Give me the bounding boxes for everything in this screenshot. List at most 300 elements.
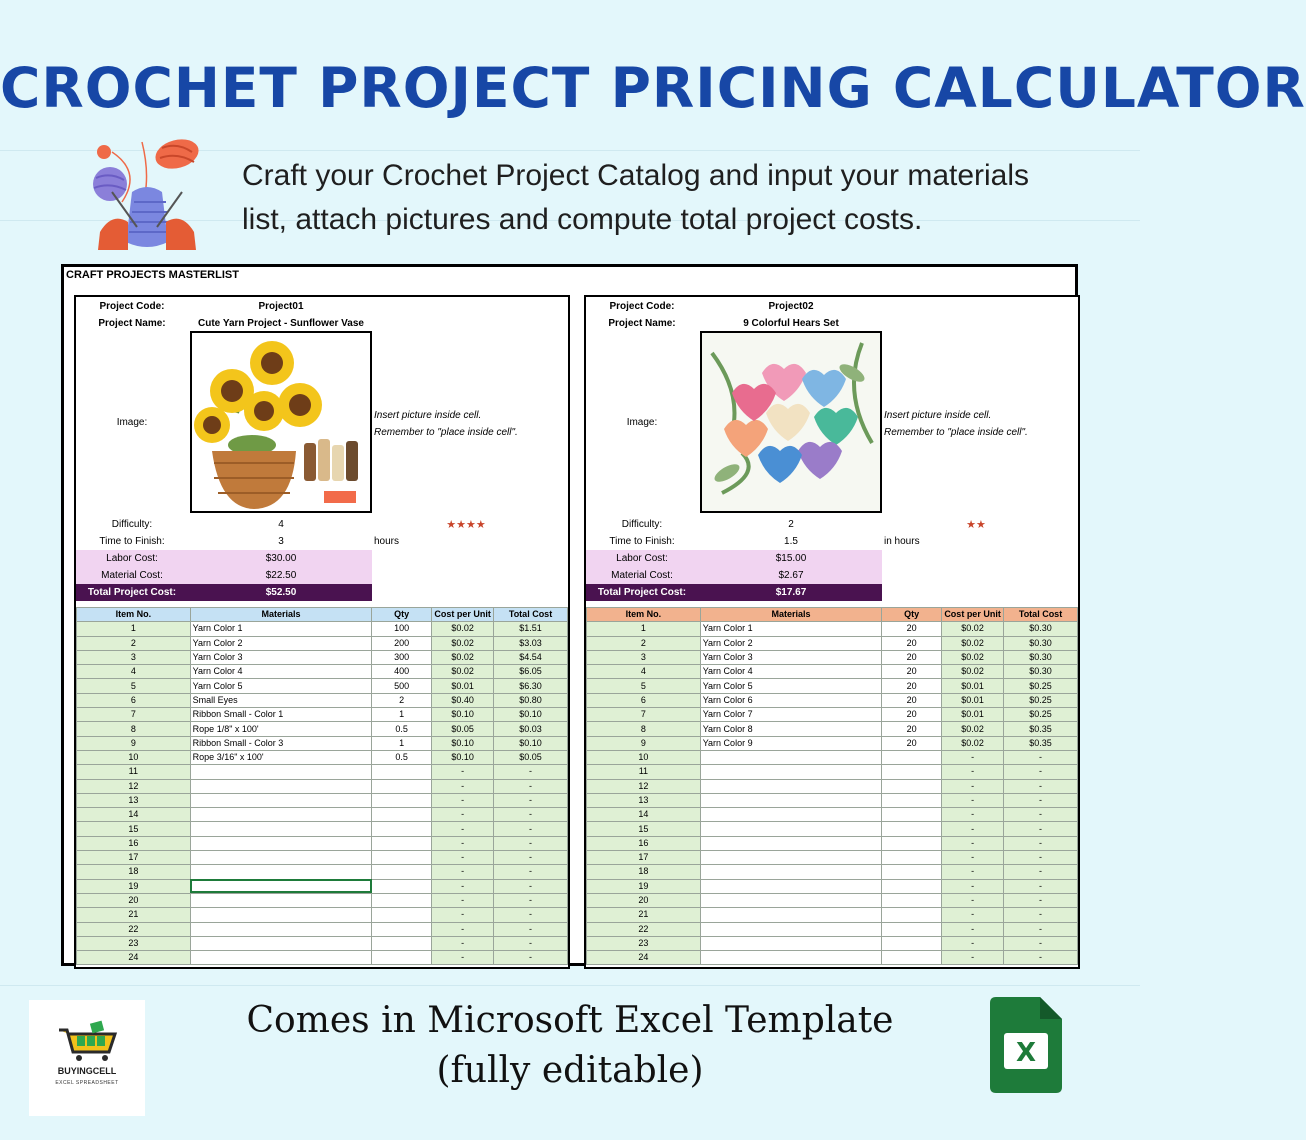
- cost-per-unit-cell[interactable]: -: [942, 922, 1004, 936]
- cost-per-unit-cell[interactable]: $0.02: [942, 622, 1004, 636]
- cost-per-unit-cell[interactable]: -: [942, 779, 1004, 793]
- material-cell[interactable]: [190, 865, 372, 879]
- cost-per-unit-cell[interactable]: -: [432, 893, 494, 907]
- qty-cell[interactable]: [372, 765, 432, 779]
- total-cost-cell[interactable]: $0.10: [494, 736, 568, 750]
- total-cost-cell[interactable]: -: [1004, 779, 1078, 793]
- qty-cell[interactable]: 20: [882, 693, 942, 707]
- item-no-cell[interactable]: 2: [77, 636, 191, 650]
- material-cost-label: Material Cost:: [611, 570, 673, 581]
- total-cost-label: Total Project Cost:: [597, 587, 687, 598]
- qty-cell[interactable]: [372, 851, 432, 865]
- qty-cell[interactable]: [882, 865, 942, 879]
- material-cell[interactable]: Yarn Color 1: [700, 622, 882, 636]
- material-cell[interactable]: Rope 3/16" x 100': [190, 750, 372, 764]
- col-cost-per-unit: Cost per Unit: [942, 608, 1004, 622]
- qty-cell[interactable]: [882, 879, 942, 893]
- cost-per-unit-cell[interactable]: -: [432, 865, 494, 879]
- qty-cell[interactable]: [372, 836, 432, 850]
- total-cost-cell[interactable]: -: [494, 922, 568, 936]
- qty-cell[interactable]: [882, 893, 942, 907]
- total-cost-value: $52.50: [265, 587, 297, 598]
- cost-per-unit-cell[interactable]: -: [942, 865, 1004, 879]
- qty-cell[interactable]: [882, 765, 942, 779]
- cost-per-unit-cell[interactable]: -: [432, 793, 494, 807]
- total-cost-cell[interactable]: -: [1004, 750, 1078, 764]
- difficulty-label: Difficulty:: [621, 519, 663, 530]
- material-cell[interactable]: [700, 865, 882, 879]
- difficulty-label: Difficulty:: [111, 519, 153, 530]
- total-cost-cell[interactable]: $3.03: [494, 636, 568, 650]
- material-cell[interactable]: Yarn Color 7: [700, 708, 882, 722]
- labor-cost-value[interactable]: $30.00: [265, 553, 297, 564]
- material-cell[interactable]: [700, 908, 882, 922]
- labor-cost-value[interactable]: $15.00: [775, 553, 807, 564]
- cost-per-unit-cell[interactable]: $0.10: [432, 750, 494, 764]
- cost-per-unit-cell[interactable]: $0.01: [432, 679, 494, 693]
- qty-cell[interactable]: [372, 779, 432, 793]
- image-note: [374, 407, 518, 441]
- material-cell[interactable]: Small Eyes: [190, 693, 372, 707]
- total-cost-cell[interactable]: -: [494, 836, 568, 850]
- qty-cell[interactable]: [882, 793, 942, 807]
- material-cell[interactable]: [700, 765, 882, 779]
- item-no-cell[interactable]: 7: [77, 708, 191, 722]
- item-no-cell[interactable]: 5: [587, 679, 701, 693]
- item-no-cell[interactable]: 10: [77, 750, 191, 764]
- material-cell[interactable]: [190, 893, 372, 907]
- total-cost-cell[interactable]: -: [494, 765, 568, 779]
- cost-per-unit-cell[interactable]: -: [942, 908, 1004, 922]
- total-cost-cell[interactable]: -: [1004, 908, 1078, 922]
- item-no-cell[interactable]: 16: [77, 836, 191, 850]
- item-no-cell[interactable]: 5: [77, 679, 191, 693]
- item-no-cell[interactable]: 21: [587, 908, 701, 922]
- material-cell[interactable]: [700, 822, 882, 836]
- table-row: [587, 736, 1078, 750]
- total-cost-cell[interactable]: $1.51: [494, 622, 568, 636]
- cost-per-unit-cell[interactable]: -: [942, 808, 1004, 822]
- total-cost-cell[interactable]: $0.25: [1004, 693, 1078, 707]
- total-cost-cell[interactable]: -: [494, 822, 568, 836]
- material-cell[interactable]: [190, 808, 372, 822]
- material-cell[interactable]: Yarn Color 4: [700, 665, 882, 679]
- item-no-cell[interactable]: 8: [587, 722, 701, 736]
- qty-cell[interactable]: [372, 879, 432, 893]
- table-row: [77, 665, 568, 679]
- table-row: [77, 679, 568, 693]
- cost-per-unit-cell[interactable]: $0.02: [942, 665, 1004, 679]
- cost-per-unit-cell[interactable]: $0.05: [432, 722, 494, 736]
- material-cell[interactable]: Yarn Color 2: [190, 636, 372, 650]
- time-label: Time to Finish:: [609, 536, 675, 547]
- total-cost-cell[interactable]: -: [1004, 865, 1078, 879]
- qty-cell[interactable]: 0.5: [372, 722, 432, 736]
- table-row: [77, 951, 568, 965]
- total-cost-cell[interactable]: -: [1004, 793, 1078, 807]
- qty-cell[interactable]: [372, 893, 432, 907]
- item-no-cell[interactable]: 3: [587, 650, 701, 664]
- qty-cell[interactable]: [882, 936, 942, 950]
- total-cost-cell[interactable]: $0.05: [494, 750, 568, 764]
- qty-cell[interactable]: [372, 808, 432, 822]
- item-no-cell[interactable]: 9: [77, 736, 191, 750]
- qty-cell[interactable]: 2: [372, 693, 432, 707]
- material-cell[interactable]: [700, 750, 882, 764]
- material-cell[interactable]: Yarn Color 2: [700, 636, 882, 650]
- qty-cell[interactable]: 300: [372, 650, 432, 664]
- total-cost-cell[interactable]: -: [494, 865, 568, 879]
- total-cost-cell[interactable]: -: [494, 936, 568, 950]
- item-no-cell[interactable]: 6: [587, 693, 701, 707]
- total-cost-cell[interactable]: $0.30: [1004, 622, 1078, 636]
- qty-cell[interactable]: [372, 793, 432, 807]
- cost-per-unit-cell[interactable]: -: [432, 879, 494, 893]
- qty-cell[interactable]: 20: [882, 636, 942, 650]
- item-no-cell[interactable]: 11: [77, 765, 191, 779]
- cost-per-unit-cell[interactable]: -: [942, 936, 1004, 950]
- sunflower-photo[interactable]: [190, 331, 372, 513]
- cost-per-unit-cell[interactable]: -: [432, 836, 494, 850]
- item-no-cell[interactable]: 17: [587, 851, 701, 865]
- qty-cell[interactable]: [882, 836, 942, 850]
- cost-per-unit-cell[interactable]: -: [942, 851, 1004, 865]
- qty-cell[interactable]: 20: [882, 650, 942, 664]
- difficulty-stars: ★★★★: [446, 519, 486, 531]
- material-cell[interactable]: [700, 879, 882, 893]
- hearts-photo[interactable]: [700, 331, 882, 513]
- material-cell[interactable]: Yarn Color 3: [700, 650, 882, 664]
- total-cost-cell[interactable]: -: [494, 908, 568, 922]
- material-cell[interactable]: [190, 779, 372, 793]
- item-no-cell[interactable]: 14: [77, 808, 191, 822]
- item-no-cell[interactable]: 12: [77, 779, 191, 793]
- total-cost-cell[interactable]: $0.30: [1004, 650, 1078, 664]
- item-no-cell[interactable]: 3: [77, 650, 191, 664]
- item-no-cell[interactable]: 10: [587, 750, 701, 764]
- material-cost-row: [586, 567, 882, 584]
- material-cell[interactable]: Yarn Color 3: [190, 650, 372, 664]
- image-label: Image:: [116, 417, 148, 428]
- table-row: [587, 879, 1078, 893]
- material-cell[interactable]: [190, 822, 372, 836]
- item-no-cell[interactable]: 13: [587, 793, 701, 807]
- material-cell[interactable]: Yarn Color 6: [700, 693, 882, 707]
- labor-cost-label: Labor Cost:: [106, 553, 158, 564]
- excel-letter: X: [1015, 1038, 1037, 1068]
- total-cost-cell[interactable]: -: [494, 951, 568, 965]
- project-name-label: Project Name:: [98, 318, 166, 329]
- image-note-line-1: Insert picture inside cell.: [884, 410, 992, 421]
- item-no-cell[interactable]: 21: [77, 908, 191, 922]
- qty-cell[interactable]: [882, 822, 942, 836]
- cost-per-unit-cell[interactable]: $0.02: [432, 665, 494, 679]
- labor-cost-label: Labor Cost:: [616, 553, 668, 564]
- labor-cost-row: [586, 550, 882, 567]
- table-row: [587, 951, 1078, 965]
- item-no-cell[interactable]: 16: [587, 836, 701, 850]
- material-cell[interactable]: Yarn Color 1: [190, 622, 372, 636]
- project-code-value[interactable]: Project02: [768, 301, 814, 312]
- qty-cell[interactable]: 20: [882, 622, 942, 636]
- total-cost-cell[interactable]: -: [1004, 765, 1078, 779]
- material-cell[interactable]: [700, 793, 882, 807]
- material-cell[interactable]: [190, 936, 372, 950]
- material-cell[interactable]: [700, 951, 882, 965]
- cost-per-unit-cell[interactable]: -: [942, 750, 1004, 764]
- material-cell[interactable]: [700, 836, 882, 850]
- item-no-cell[interactable]: 18: [587, 865, 701, 879]
- item-no-cell[interactable]: 15: [587, 822, 701, 836]
- time-value[interactable]: 3: [278, 536, 284, 547]
- total-cost-cell[interactable]: -: [1004, 822, 1078, 836]
- item-no-cell[interactable]: 6: [77, 693, 191, 707]
- total-cost-cell[interactable]: $0.35: [1004, 736, 1078, 750]
- table-row: [77, 793, 568, 807]
- total-cost-cell[interactable]: $0.10: [494, 708, 568, 722]
- cost-per-unit-cell[interactable]: -: [432, 851, 494, 865]
- cost-per-unit-cell[interactable]: $0.02: [942, 722, 1004, 736]
- col-item-no: Item No.: [587, 608, 701, 622]
- qty-cell[interactable]: [882, 951, 942, 965]
- item-no-cell[interactable]: 15: [77, 822, 191, 836]
- total-cost-cell[interactable]: -: [1004, 922, 1078, 936]
- cost-per-unit-cell[interactable]: $0.02: [942, 636, 1004, 650]
- total-cost-cell[interactable]: -: [1004, 851, 1078, 865]
- cost-per-unit-cell[interactable]: $0.02: [942, 650, 1004, 664]
- qty-cell[interactable]: 20: [882, 736, 942, 750]
- table-row: [77, 622, 568, 636]
- item-no-cell[interactable]: 7: [587, 708, 701, 722]
- material-cell[interactable]: [700, 936, 882, 950]
- logo-subtitle: EXCEL SPREADSHEET: [55, 1080, 119, 1086]
- cost-per-unit-cell[interactable]: -: [432, 779, 494, 793]
- qty-cell[interactable]: [882, 808, 942, 822]
- item-no-cell[interactable]: 11: [587, 765, 701, 779]
- item-no-cell[interactable]: 23: [587, 936, 701, 950]
- qty-cell[interactable]: [882, 922, 942, 936]
- cost-per-unit-cell[interactable]: -: [432, 936, 494, 950]
- total-cost-cell[interactable]: -: [1004, 879, 1078, 893]
- difficulty-stars: ★★: [966, 519, 986, 531]
- item-no-cell[interactable]: 17: [77, 851, 191, 865]
- material-cell[interactable]: [190, 951, 372, 965]
- qty-cell[interactable]: [882, 851, 942, 865]
- material-cost-row: [76, 567, 372, 584]
- item-no-cell[interactable]: 2: [587, 636, 701, 650]
- item-no-cell[interactable]: 1: [77, 622, 191, 636]
- cost-per-unit-cell[interactable]: -: [942, 893, 1004, 907]
- table-row: [587, 650, 1078, 664]
- table-row: [587, 808, 1078, 822]
- table-row: [77, 779, 568, 793]
- cost-per-unit-cell[interactable]: $0.10: [432, 708, 494, 722]
- table-row: [77, 879, 568, 893]
- total-cost-cell[interactable]: -: [1004, 893, 1078, 907]
- table-row: [587, 665, 1078, 679]
- qty-cell[interactable]: [882, 750, 942, 764]
- qty-cell[interactable]: 20: [882, 665, 942, 679]
- project-code-value[interactable]: Project01: [258, 301, 304, 312]
- item-no-cell[interactable]: 4: [77, 665, 191, 679]
- material-cell[interactable]: [700, 922, 882, 936]
- material-cell[interactable]: [190, 908, 372, 922]
- cost-per-unit-cell[interactable]: -: [942, 836, 1004, 850]
- material-cell[interactable]: Yarn Color 9: [700, 736, 882, 750]
- qty-cell[interactable]: 20: [882, 722, 942, 736]
- item-no-cell[interactable]: 1: [587, 622, 701, 636]
- difficulty-value[interactable]: 2: [788, 519, 794, 530]
- total-cost-cell[interactable]: -: [494, 893, 568, 907]
- item-no-cell[interactable]: 8: [77, 722, 191, 736]
- item-no-cell[interactable]: 14: [587, 808, 701, 822]
- item-no-cell[interactable]: 18: [77, 865, 191, 879]
- cost-per-unit-cell[interactable]: -: [942, 879, 1004, 893]
- time-value[interactable]: 1.5: [784, 536, 798, 547]
- qty-cell[interactable]: [372, 865, 432, 879]
- qty-cell[interactable]: 20: [882, 679, 942, 693]
- total-cost-cell[interactable]: $0.03: [494, 722, 568, 736]
- material-cell[interactable]: [190, 879, 372, 893]
- qty-cell[interactable]: 200: [372, 636, 432, 650]
- item-no-cell[interactable]: 12: [587, 779, 701, 793]
- table-row: [77, 851, 568, 865]
- material-cell[interactable]: [190, 922, 372, 936]
- cost-per-unit-cell[interactable]: -: [432, 922, 494, 936]
- cart-icon: [29, 1000, 145, 1064]
- materials-table-body: [77, 622, 568, 965]
- total-cost-cell[interactable]: $0.30: [1004, 636, 1078, 650]
- total-cost-cell[interactable]: -: [494, 879, 568, 893]
- material-cell[interactable]: [190, 851, 372, 865]
- material-cell[interactable]: Yarn Color 5: [700, 679, 882, 693]
- cost-per-unit-cell[interactable]: -: [432, 908, 494, 922]
- cost-per-unit-cell[interactable]: -: [942, 951, 1004, 965]
- qty-cell[interactable]: 1: [372, 708, 432, 722]
- project-name-value[interactable]: 9 Colorful Hears Set: [743, 318, 839, 329]
- item-no-cell[interactable]: 20: [587, 893, 701, 907]
- item-no-cell[interactable]: 9: [587, 736, 701, 750]
- qty-cell[interactable]: [372, 922, 432, 936]
- item-no-cell[interactable]: 24: [587, 951, 701, 965]
- material-cell[interactable]: [190, 793, 372, 807]
- cost-per-unit-cell[interactable]: $0.01: [942, 708, 1004, 722]
- qty-cell[interactable]: [372, 951, 432, 965]
- table-row: [587, 693, 1078, 707]
- material-cell[interactable]: Yarn Color 5: [190, 679, 372, 693]
- qty-cell[interactable]: [372, 908, 432, 922]
- total-cost-cell[interactable]: -: [494, 808, 568, 822]
- total-cost-cell[interactable]: $0.30: [1004, 665, 1078, 679]
- qty-cell[interactable]: 0.5: [372, 750, 432, 764]
- cost-per-unit-cell[interactable]: -: [942, 822, 1004, 836]
- item-no-cell[interactable]: 19: [587, 879, 701, 893]
- item-no-cell[interactable]: 4: [587, 665, 701, 679]
- total-cost-cell[interactable]: $6.05: [494, 665, 568, 679]
- item-no-cell[interactable]: 19: [77, 879, 191, 893]
- time-label: Time to Finish:: [99, 536, 165, 547]
- item-no-cell[interactable]: 13: [77, 793, 191, 807]
- cost-per-unit-cell[interactable]: $0.02: [432, 636, 494, 650]
- total-cost-cell[interactable]: -: [1004, 951, 1078, 965]
- total-cost-cell[interactable]: -: [494, 793, 568, 807]
- qty-cell[interactable]: [372, 936, 432, 950]
- total-cost-cell[interactable]: $0.25: [1004, 679, 1078, 693]
- material-cell[interactable]: Ribbon Small - Color 3: [190, 736, 372, 750]
- material-cell[interactable]: Yarn Color 8: [700, 722, 882, 736]
- material-cell[interactable]: Rope 1/8" x 100': [190, 722, 372, 736]
- table-row: [77, 765, 568, 779]
- material-cell[interactable]: Yarn Color 4: [190, 665, 372, 679]
- qty-cell[interactable]: [882, 779, 942, 793]
- material-cell[interactable]: [190, 836, 372, 850]
- cost-per-unit-cell[interactable]: $0.02: [432, 622, 494, 636]
- cost-per-unit-cell[interactable]: $0.40: [432, 693, 494, 707]
- table-row: [587, 622, 1078, 636]
- material-cell[interactable]: [700, 893, 882, 907]
- qty-cell[interactable]: 100: [372, 622, 432, 636]
- qty-cell[interactable]: 20: [882, 708, 942, 722]
- material-cell[interactable]: [700, 808, 882, 822]
- material-cell[interactable]: Ribbon Small - Color 1: [190, 708, 372, 722]
- footer-line-2: (fully editable): [436, 1050, 704, 1091]
- project-name-value[interactable]: Cute Yarn Project - Sunflower Vase: [198, 318, 364, 329]
- table-row: [587, 765, 1078, 779]
- cost-per-unit-cell[interactable]: -: [432, 765, 494, 779]
- difficulty-value[interactable]: 4: [278, 519, 284, 530]
- total-cost-cell[interactable]: -: [494, 851, 568, 865]
- total-cost-cell[interactable]: $0.80: [494, 693, 568, 707]
- qty-cell[interactable]: 500: [372, 679, 432, 693]
- total-cost-cell[interactable]: $4.54: [494, 650, 568, 664]
- qty-cell[interactable]: [882, 908, 942, 922]
- qty-cell[interactable]: 400: [372, 665, 432, 679]
- cost-per-unit-cell[interactable]: -: [432, 808, 494, 822]
- total-cost-cell[interactable]: $6.30: [494, 679, 568, 693]
- material-cell[interactable]: [700, 851, 882, 865]
- item-no-cell[interactable]: 22: [77, 922, 191, 936]
- cost-per-unit-cell[interactable]: $0.02: [942, 736, 1004, 750]
- total-cost-cell[interactable]: -: [1004, 836, 1078, 850]
- item-no-cell[interactable]: 23: [77, 936, 191, 950]
- materials-table-body: [587, 622, 1078, 965]
- qty-cell[interactable]: 1: [372, 736, 432, 750]
- item-no-cell[interactable]: 24: [77, 951, 191, 965]
- item-no-cell[interactable]: 22: [587, 922, 701, 936]
- cost-per-unit-cell[interactable]: -: [432, 951, 494, 965]
- material-cell[interactable]: [190, 765, 372, 779]
- cost-per-unit-cell[interactable]: $0.10: [432, 736, 494, 750]
- cost-per-unit-cell[interactable]: $0.01: [942, 693, 1004, 707]
- item-no-cell[interactable]: 20: [77, 893, 191, 907]
- cost-per-unit-cell[interactable]: $0.02: [432, 650, 494, 664]
- table-row: [587, 750, 1078, 764]
- cost-per-unit-cell[interactable]: -: [942, 793, 1004, 807]
- material-cell[interactable]: [700, 779, 882, 793]
- total-cost-cell[interactable]: -: [494, 779, 568, 793]
- total-cost-cell[interactable]: $0.25: [1004, 708, 1078, 722]
- total-cost-cell[interactable]: -: [1004, 808, 1078, 822]
- qty-cell[interactable]: [372, 822, 432, 836]
- total-cost-cell[interactable]: $0.35: [1004, 722, 1078, 736]
- cost-per-unit-cell[interactable]: $0.01: [942, 679, 1004, 693]
- excel-icon: [990, 997, 1062, 1093]
- total-cost-cell[interactable]: -: [1004, 936, 1078, 950]
- labor-cost-row: [76, 550, 372, 567]
- cost-per-unit-cell[interactable]: -: [942, 765, 1004, 779]
- total-cost-value: $17.67: [775, 587, 807, 598]
- cost-per-unit-cell[interactable]: -: [432, 822, 494, 836]
